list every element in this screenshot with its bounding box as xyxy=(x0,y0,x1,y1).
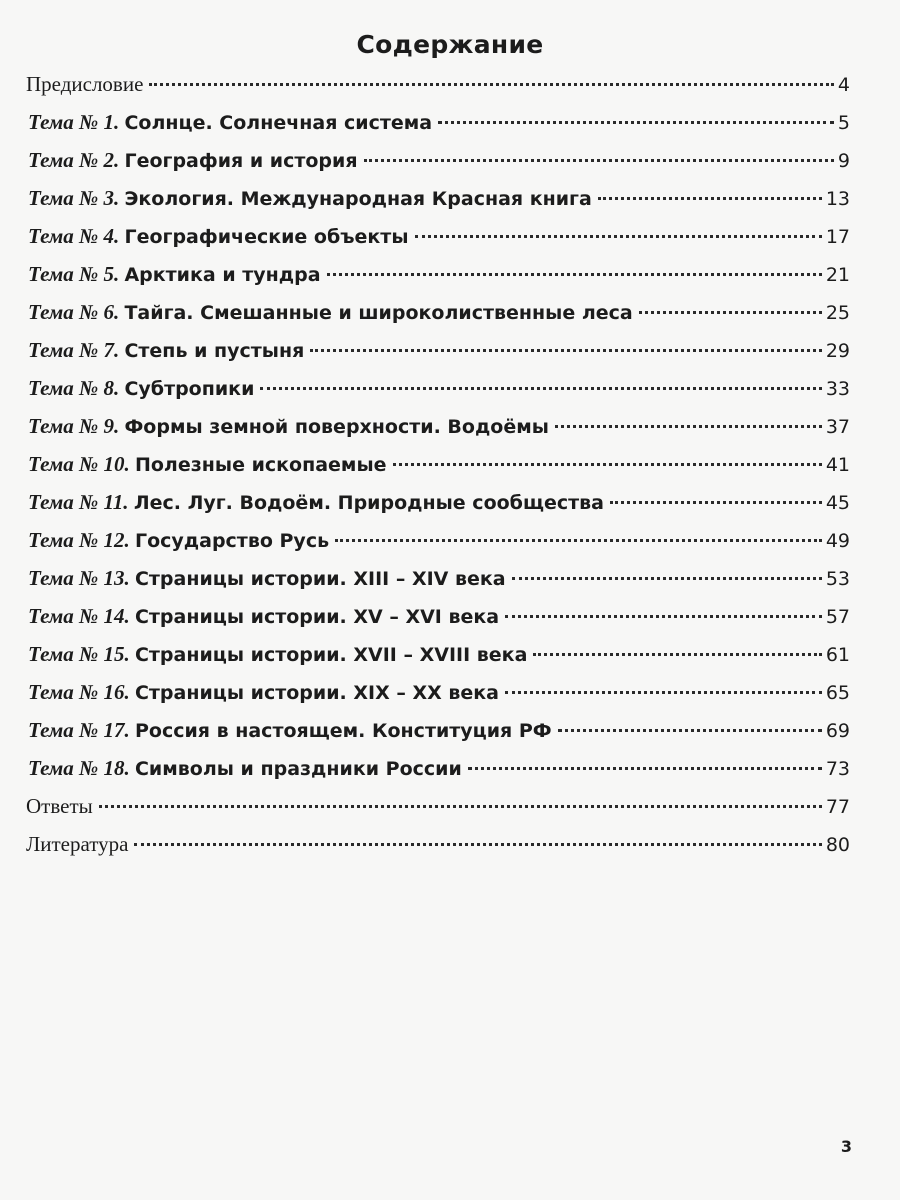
toc-entry-label xyxy=(28,300,633,325)
topic-prefix: Тема № 8. xyxy=(28,376,120,400)
toc-entry-page: 53 xyxy=(825,568,850,590)
dot-leader xyxy=(327,273,822,276)
topic-name: Арктика и тундра xyxy=(124,264,321,286)
dot-leader xyxy=(99,805,822,808)
toc-entry-label xyxy=(28,680,499,705)
toc-entry-label xyxy=(28,452,387,477)
dot-leader xyxy=(260,387,821,390)
toc-entry-label xyxy=(28,186,592,211)
dot-leader xyxy=(393,463,822,466)
topic-prefix: Тема № 1. xyxy=(28,110,120,134)
toc-entry-label xyxy=(28,110,432,135)
toc-entry-answers xyxy=(26,794,850,828)
dot-leader xyxy=(415,235,822,238)
toc-entry-label: Литература xyxy=(26,832,129,856)
topic-name: Страницы истории. XVII – XVIII века xyxy=(134,644,528,666)
page-title: Содержание xyxy=(356,30,544,59)
toc-entry-label xyxy=(28,414,549,439)
toc-entry-page: 77 xyxy=(825,796,850,818)
toc-entry-topic xyxy=(28,376,850,410)
topic-prefix: Тема № 10. xyxy=(28,452,130,476)
toc-entry-page: 73 xyxy=(825,758,850,780)
topic-prefix: Тема № 6. xyxy=(28,300,120,324)
toc-entry-topic xyxy=(28,490,850,524)
topic-name: Государство Русь xyxy=(134,530,330,552)
toc-entry-label xyxy=(28,224,409,249)
toc-entry-label xyxy=(28,262,321,287)
toc-entry-label xyxy=(28,490,604,515)
toc-entry-page: 4 xyxy=(837,74,850,96)
toc-entry-page: 29 xyxy=(825,340,850,362)
topic-name: Формы земной поверхности. Водоёмы xyxy=(124,416,549,438)
dot-leader xyxy=(610,501,822,504)
toc-entry-label xyxy=(28,338,304,363)
toc-entry-page: 25 xyxy=(825,302,850,324)
toc-entry-label xyxy=(28,528,329,553)
toc-entry-page: 65 xyxy=(825,682,850,704)
toc-entry-page: 17 xyxy=(825,226,850,248)
topic-name: Символы и праздники России xyxy=(134,758,462,780)
dot-leader xyxy=(558,729,822,732)
toc-entry-page: 41 xyxy=(825,454,850,476)
toc-entry-page: 33 xyxy=(825,378,850,400)
toc-entry-topic xyxy=(28,262,850,296)
dot-leader xyxy=(134,843,821,846)
toc-entry-topic xyxy=(28,566,850,600)
toc-entry-topic xyxy=(28,224,850,258)
toc-entry-label xyxy=(28,376,254,401)
topic-name: Лес. Луг. Водоём. Природные сообщества xyxy=(133,492,604,514)
toc-entry-topic xyxy=(28,338,850,372)
topic-name: Полезные ископаемые xyxy=(134,454,387,476)
topic-prefix: Тема № 12. xyxy=(28,528,130,552)
dot-leader xyxy=(598,197,822,200)
dot-leader xyxy=(364,159,834,162)
toc-entry-page: 5 xyxy=(837,112,850,134)
topic-prefix: Тема № 16. xyxy=(28,680,130,704)
toc-entry-topic xyxy=(28,148,850,182)
toc-entry-label xyxy=(28,718,552,743)
toc-entry-page: 80 xyxy=(825,834,850,856)
toc-entry-page: 21 xyxy=(825,264,850,286)
toc-entry-topic xyxy=(28,756,850,790)
dot-leader xyxy=(310,349,822,352)
dot-leader xyxy=(512,577,822,580)
topic-prefix: Тема № 14. xyxy=(28,604,130,628)
toc-entry-topic xyxy=(28,680,850,714)
toc-entry-preface xyxy=(26,72,850,106)
dot-leader xyxy=(639,311,822,314)
page-number: 3 xyxy=(840,1137,852,1156)
toc-entry-topic xyxy=(28,604,850,638)
dot-leader xyxy=(555,425,822,428)
topic-name: Тайга. Смешанные и широколиственные леса xyxy=(124,302,633,324)
topic-name: Страницы истории. XIII – XIV века xyxy=(134,568,506,590)
topic-name: Солнце. Солнечная система xyxy=(124,112,433,134)
topic-name: Экология. Международная Красная книга xyxy=(124,188,592,210)
toc-entry-page: 69 xyxy=(825,720,850,742)
toc-entry-label: Предисловие xyxy=(26,72,144,96)
topic-prefix: Тема № 9. xyxy=(28,414,120,438)
dot-leader xyxy=(438,121,834,124)
dot-leader xyxy=(505,615,822,618)
toc-entry-page: 45 xyxy=(825,492,850,514)
topic-prefix: Тема № 5. xyxy=(28,262,120,286)
toc-entry-label xyxy=(28,566,506,591)
toc-entry-topic xyxy=(28,642,850,676)
dot-leader xyxy=(533,653,821,656)
dot-leader xyxy=(505,691,822,694)
toc-entry-topic xyxy=(28,452,850,486)
toc-entry-page: 9 xyxy=(837,150,850,172)
topic-prefix: Тема № 18. xyxy=(28,756,130,780)
toc-entry-page: 13 xyxy=(825,188,850,210)
topic-name: Страницы истории. XV – XVI века xyxy=(134,606,500,628)
toc-entry-label xyxy=(28,756,462,781)
toc-entry-topic xyxy=(28,414,850,448)
topic-prefix: Тема № 7. xyxy=(28,338,120,362)
toc-entry-label xyxy=(28,604,499,629)
topic-name: Географические объекты xyxy=(124,226,409,248)
topic-prefix: Тема № 3. xyxy=(28,186,120,210)
topic-name: Страницы истории. XIX – XX века xyxy=(134,682,500,704)
topic-name: Субтропики xyxy=(124,378,255,400)
topic-prefix: Тема № 15. xyxy=(28,642,130,666)
topic-name: Россия в настоящем. Конституция РФ xyxy=(134,720,552,742)
toc-entry-literature xyxy=(26,832,850,866)
topic-prefix: Тема № 13. xyxy=(28,566,130,590)
topic-prefix: Тема № 17. xyxy=(28,718,130,742)
toc-entry-page: 61 xyxy=(825,644,850,666)
toc-entry-label xyxy=(28,642,527,667)
dot-leader xyxy=(468,767,822,770)
toc-entry-topic xyxy=(28,300,850,334)
toc-entry-page: 37 xyxy=(825,416,850,438)
topic-prefix: Тема № 11. xyxy=(28,490,129,514)
topic-name: Степь и пустыня xyxy=(124,340,305,362)
topic-name: География и история xyxy=(124,150,358,172)
dot-leader xyxy=(335,539,822,542)
toc-entry-topic xyxy=(28,528,850,562)
toc-entry-page: 57 xyxy=(825,606,850,628)
toc-entry-label: Ответы xyxy=(26,794,93,818)
topic-prefix: Тема № 4. xyxy=(28,224,120,248)
topic-prefix: Тема № 2. xyxy=(28,148,120,172)
dot-leader xyxy=(149,83,833,86)
toc-entry-topic xyxy=(28,718,850,752)
toc-entry-label xyxy=(28,148,358,173)
toc-entry-topic xyxy=(28,186,850,220)
toc-entry-page: 49 xyxy=(825,530,850,552)
toc-entry-topic xyxy=(28,110,850,144)
